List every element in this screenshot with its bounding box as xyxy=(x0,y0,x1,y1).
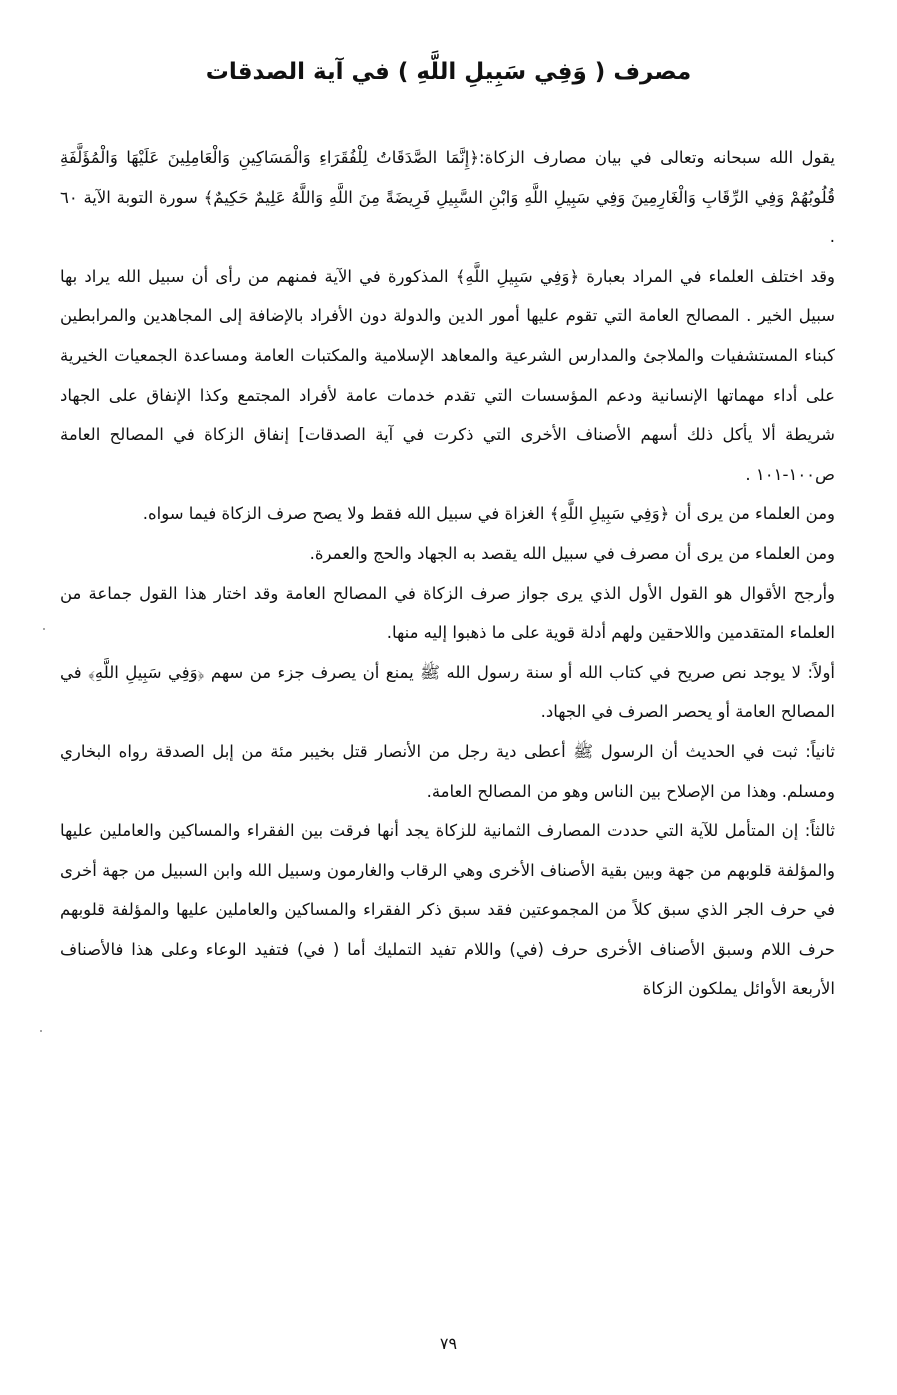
paragraph-preferred-opinion: وأرجح الأقوال هو القول الأول الذي يرى جواز صرف الزكاة في المصالح العامة وقد اختار هذا القول جماعة من العلماء المتقدمين واللاحقين ولهم أدلة قوية على ما ذهبوا إليه منها. xyxy=(60,583,835,643)
scan-speck xyxy=(43,628,45,630)
paragraph-evidence-first: أولاً: لا يوجد نص صريح في كتاب الله أو سنة رسول الله ﷺ يمنع أن يصرف جزء من سهم ﴿وَفِي سَبِيلِ اللَّهِ﴾ في المصالح العامة أو يحصر الصرف في الجهاد. xyxy=(60,662,835,722)
paragraph-evidence-second: ثانياً: ثبت في الحديث أن الرسول ﷺ أعطى دية رجل من الأنصار قتل بخيبر مئة من إبل الصدقة رواه البخاري ومسلم. وهذا من الإصلاح بين الناس وهو من المصالح العامة. xyxy=(60,741,835,801)
paragraph-verse-intro: يقول الله سبحانه وتعالى في بيان مصارف الزكاة:﴿إِنَّمَا الصَّدَقَاتُ لِلْفُقَرَاءِ وَالْمَسَاكِينِ وَالْعَامِلِينَ عَلَيْهَا وَالْمُؤَلَّفَةِ قُلُوبُهُمْ وَفِي الرِّقَابِ وَالْغَارِمِينَ وَفِي سَبِيلِ اللَّهِ وَابْنِ السَّبِيلِ فَرِيضَةً مِنَ اللَّهِ وَاللَّهُ عَلِيمٌ حَكِيمٌ﴾ سورة التوبة الآية ٦٠ . xyxy=(60,148,835,247)
paragraph-evidence-third: ثالثاً: إن المتأمل للآية التي حددت المصارف الثمانية للزكاة يجد أنها فرقت بين الفقراء والمساكين والعاملين عليها والمؤلفة قلوبهم من جهة وبين بقية الأصناف الأخرى وهي الرقاب والغارمون وسبيل الله وابن السبيل من جهة أخرى في حرف الجر الذي سبق كلاً من المجموعتين فقد سبق ذكر الفقراء والمساكين والعاملين عليها والمؤلفة قلوبهم حرف اللام وسبق الأصناف الأخرى حرف (في) واللام تفيد التمليك أما ( في) فتفيد الوعاء وعلى هذا فالأصناف الأربعة الأوائل يملكون الزكاة xyxy=(60,821,835,999)
paragraph-scholars-second-opinion: ومن العلماء من يرى أن ﴿وَفِي سَبِيلِ اللَّهِ﴾ الغزاة في سبيل الله فقط ولا يصح صرف الزكاة فيما سواه. xyxy=(142,504,835,524)
scan-speck xyxy=(40,1030,42,1032)
paragraph-scholars-third-opinion: ومن العلماء من يرى أن مصرف في سبيل الله يقصد به الجهاد والحج والعمرة. xyxy=(309,543,835,563)
paragraph-scholars-first-opinion: وقد اختلف العلماء في المراد بعبارة ﴿وَفِي سَبِيلِ اللَّهِ﴾ المذكورة في الآية فمنهم من رأى أن سبيل الله يراد بها سبيل الخير . المصالح العامة التي تقوم عليها أمور الدين والدولة دون الأفراد بالإضافة إلى المجاهدين والمرابطين كبناء المستشفيات والملاجئ والمدارس الشرعية والمعاهد الإسلامية والمكتبات العامة ومساعدة الجمعيات الخيرية على أداء مهماتها الإنسانية ودعم المؤسسات التي تقدم خدمات عامة لأفراد المجتمع وكذا الإنفاق على الجهاد شريطة ألا يأكل ذلك أسهم الأصناف الأخرى التي ذكرت في آية الصدقات] إنفاق الزكاة في المصالح العامة ص١٠٠-١٠١ . xyxy=(60,266,835,484)
body-text xyxy=(60,138,835,1009)
page-number: ٧٩ xyxy=(439,1334,458,1353)
page-title: مصرف ( وَفِي سَبِيلِ اللَّهِ ) في آية الصدقات xyxy=(205,59,692,85)
